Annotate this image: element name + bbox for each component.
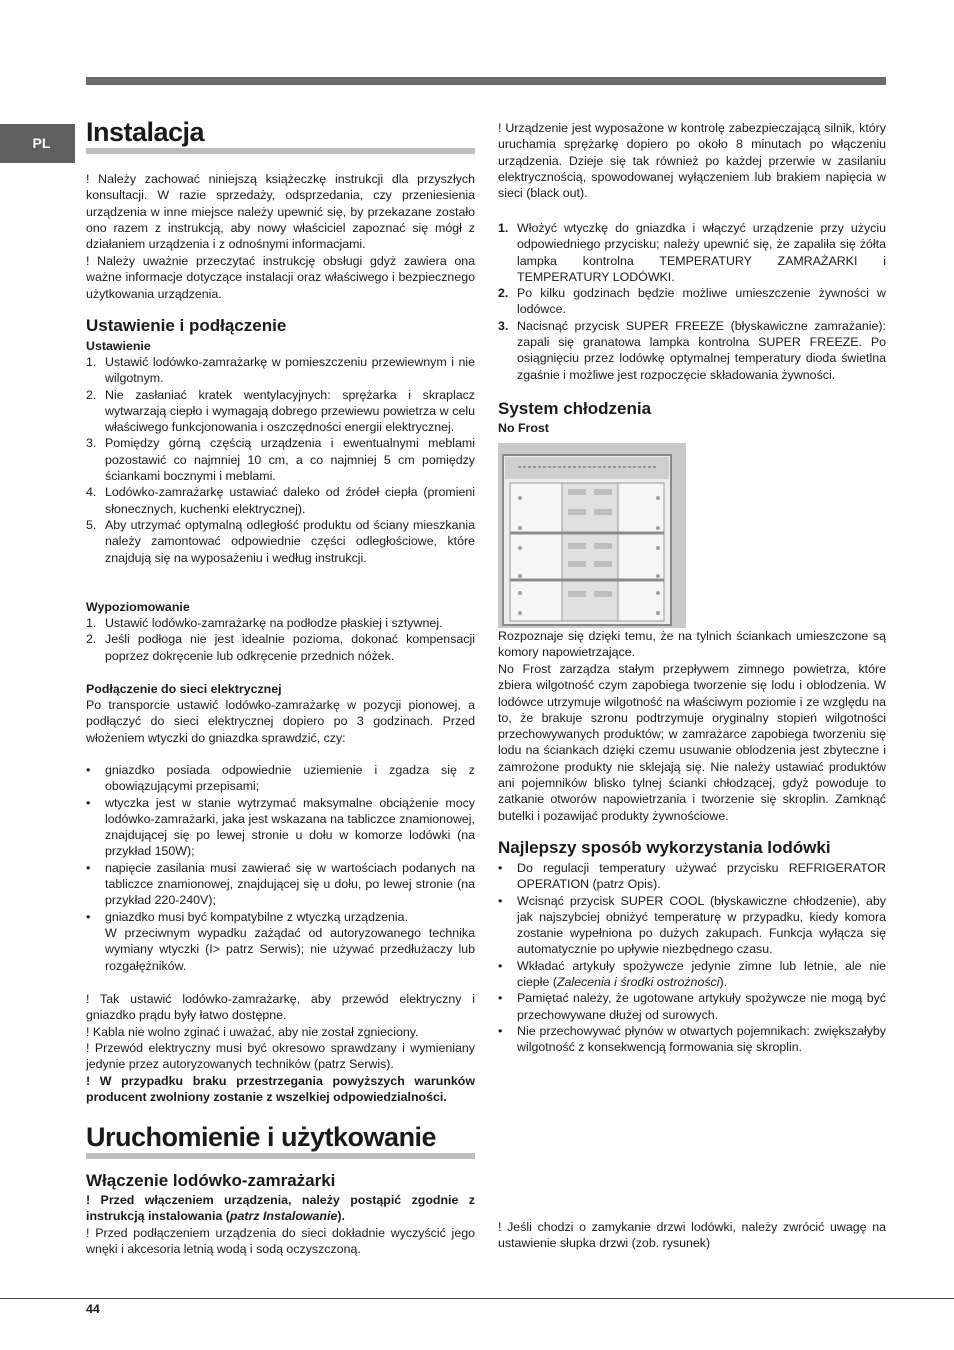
list-item: 1. Ustawić lodówko-zamrażarkę na podłodze płaskiej i sztywnej. [86, 616, 443, 630]
electric-checklist [86, 762, 475, 925]
subheading-leveling: Wypoziomowanie [86, 600, 190, 614]
heading-best-use: Najlepszy sposób wykorzystania lodówki [498, 838, 831, 857]
list-item: • Do regulacji temperatury używać przycisku REFRIGERATOR OPERATION (patrz Opis). [498, 861, 886, 892]
electric-paragraph: Po transporcie ustawić lodówko-zamrażarkę w pozycji pionowej, a podłączyć do sieci elektrycznej dopiero po 3 godzinach. Przed włożeniem wtyczki do gniazdka sprawdzić, czy: [86, 698, 475, 745]
list-item: • gniazdko posiada odpowiednie uziemienie i zgadza się z obowiązującymi przepisami; [86, 763, 475, 794]
switch-on-paragraph-1: ! Przed włączeniem urządzenia, należy postąpić zgodnie z instrukcją instalowania (patrz Instalowanie). [86, 1193, 475, 1224]
note-liability: ! W przypadku braku przestrzegania powyższych warunków producent zwolniony zostanie z wszelkiej odpowiedzialności. [86, 1074, 475, 1105]
language-tab: PL [0, 124, 75, 163]
fridge-interior-illustration [498, 443, 686, 628]
list-item: 3. Nacisnąć przycisk SUPER FREEZE (błyskawiczne zamrażanie): zapali się granatowa lampka kontrolna SUPER FREEZE. Po osiągnięciu przez lodówkę optymalnej temperatury dioda świetlna zgaśnie i możliwe jest rozpoczęcie składowania żywności. [498, 318, 886, 382]
list-item: • gniazdko musi być kompatybilne z wtyczką urządzenia. [86, 909, 409, 924]
fridge-interior-drawing [498, 443, 686, 628]
heading-switch-on: Włączenie lodówko-zamrażarki [86, 1171, 336, 1190]
top-rule [86, 77, 886, 85]
list-item: 1. Włożyć wtyczkę do gniazdka i włączyć urządzenie przy użyciu odpowiedniego przycisku; należy upewnić się, że zapaliła się żółta lampka kontrolna TEMPERATURY ZAMRAŻARKI i TEMPERATURY LODÓWKI. [498, 221, 886, 284]
intro-paragraph-2: ! Należy uważnie przeczytać instrukcję obsługi gdyż zawiera ona ważne informacje dotyczące instalacji oraz właściwego i bezpiecznego użytkowania urządzenia. [86, 254, 475, 301]
startup-steps [498, 220, 886, 383]
intro-paragraph-1: ! Należy zachować niniejszą książeczkę instrukcji dla przyszłych konsultacji. W razie sprzedaży, odsprzedania, czy przeniesienia urządzenia w inne miejsce należy upewnić się, by przekazane zostało ono razem z instrukcją, aby nowy właściciel zapoznać się mógł z działaniem urządzenia i z odnośnymi informacjami. [86, 172, 475, 252]
list-item: • Wkładać artykuły spożywcze jedynie zimne lub letnie, ale nie ciepłe (Zalecenia i środki ostrożności). [498, 958, 886, 990]
list-item: 3. Pomiędzy górną częścią urządzenia i ewentualnymi meblami pozostawić co najmniej 10 cm, a co najmniej 5 cm pomiędzy ściankami bocznymi i meblami. [86, 436, 475, 484]
electric-extra-note: W przeciwnym wypadku zażądać od autoryzowanego technika wymiany wtyczki (I> patrz Serwis); nie używać przedłużaczy lub rozgałężników. [105, 926, 475, 973]
heading-cooling-system: System chłodzenia [498, 399, 652, 418]
list-item: • Wcisnąć przycisk SUPER COOL (błyskawiczne chłodzenie), aby jak najszybciej obniżyć temperaturę w przypadku, kiedy komora zostanie wypełniona po dużych zakupach. Funkcja wyłącza się automatycznie po upływie niezbędnego czasu. [498, 893, 886, 957]
list-item: 1. Ustawić lodówko-zamrażarkę w pomieszczeniu przewiewnym i nie wilgotnym. [86, 355, 475, 386]
heading-placement-connection: Ustawienie i podłączenie [86, 316, 287, 335]
list-item: 5. Aby utrzymać optymalną odległość produktu od ściany mieszkania należy zamontować odpowiednie części odległościowe, które znajdują się na wyposażeniu i według instrukcji. [86, 517, 475, 565]
page-number: 44 [86, 1302, 100, 1316]
no-frost-paragraph-2: No Frost zarządza stałym przepływem zimnego powietrza, które zbiera wilgotność czym zapobiega tworzenie się lodu i oblodzenia. W lodówce utrzymuje wilgotność na właściwym poziomie i ze względu na to, że brakuje szronu podtrzymuje oryginalny stopień wilgotności przechowywanych produktów; w zamrażarce zapobiega tworzeniu się lodu na ściankach dzięki czemu usuwanie oblodzenia jest zbyteczne i zamrożone produkty nie sklejają się. Nie należy ustawiać produktów ani pojemników blisko tylnej ścianki chłodzącej, gdyż powoduje to zatkanie otworów napowietrzania i tworzenie się skroplin. Zamknąć butelki i pozawijać produkty żywnościowe. [498, 662, 886, 823]
switch-on-paragraph-2: ! Przed podłączeniem urządzenia do sieci dokładnie wyczyścić jego wnęki i akcesoria letnią wodą i sodą oczyszczoną. [86, 1226, 475, 1257]
subheading-no-frost: No Frost [498, 421, 549, 435]
bottom-rule [0, 1298, 954, 1299]
motor-protection-note: ! Urządzenie jest wyposażone w kontrolę zabezpieczającą silnik, który uruchamia sprężarkę dopiero po około 8 minutach po włączeniu urządzenia. Dzieje się tak również po każdej przerwie w zasilaniu elektrycznością, spowodowanej wyłączeniem lub brakiem napięcia w sieci (black out). [498, 121, 886, 201]
subheading-placement: Ustawienie [86, 339, 151, 353]
list-item: • wtyczka jest w stanie wytrzymać maksymalne obciążenie mocy lodówko-zamrażarki, jaka jest wskazana na tabliczce znamionowej, znajdującej się po lewej stronie u dołu w komorze lodówki (na przykład 150W); [86, 795, 475, 859]
best-use-list [498, 860, 886, 1056]
list-item: 2. Nie zasłaniać kratek wentylacyjnych: sprężarka i skraplacz wytwarzają ciepło i wymagają dobrego przewiewu powietrza w celu właściwego funkcjonowania i oszczędności energii elektrycznej. [86, 387, 475, 435]
door-closing-note: ! Jeśli chodzi o zamykanie drzwi lodówki, należy zwrócić uwagę na ustawienie słupka drzwi (zob. rysunek) [498, 1220, 886, 1251]
leveling-list [86, 615, 475, 664]
list-item: 2. Jeśli podłoga nie jest idealnie pozioma, dokonać kompensacji poprzez dokręcenie lub odkręcenie przednich nóżek. [86, 632, 475, 663]
note-inspection: ! Przewód elektryczny musi być okresowo sprawdzany i wymieniany jedynie przez autoryzowanych techników (patrz Serwis). [86, 1041, 475, 1072]
note-accessible: ! Tak ustawić lodówko-zamrażarkę, aby przewód elektryczny i gniazdko prądu były łatwo dostępne. [86, 992, 475, 1023]
title-installation: Instalacja [86, 117, 475, 154]
list-item: • napięcie zasilania musi zawierać się w wartościach podanych na tabliczce znamionowej, znajdującej się u dołu, po lewej stronie (na przykład 220-240V); [86, 860, 475, 908]
list-item: 4. Lodówko-zamrażarkę ustawiać daleko od źródeł ciepła (promieni słonecznych, kuchenki elektrycznej). [86, 485, 475, 516]
note-cable: ! Kabla nie wolno zginać i uważać, aby nie został zgnieciony. [86, 1025, 419, 1039]
placement-list [86, 354, 475, 566]
subheading-electric: Podłączenie do sieci elektrycznej [86, 682, 282, 696]
list-item: • Pamiętać należy, że ugotowane artykuły spożywcze nie mogą być przechowywane dłużej od surowych. [498, 991, 886, 1022]
no-frost-paragraph-1: Rozpoznaje się dzięki temu, że na tylnich ściankach umieszczone są komory napowietrzające. [498, 629, 886, 660]
list-item: • Nie przechowywać płynów w otwartych pojemnikach: zwiększałyby wilgotność z konsekwencją formowania się skroplin. [498, 1023, 886, 1055]
title-start-use: Uruchomienie i użytkowanie [86, 1122, 475, 1159]
list-item: 2. Po kilku godzinach będzie możliwe umieszczenie żywności w lodówce. [498, 286, 886, 317]
